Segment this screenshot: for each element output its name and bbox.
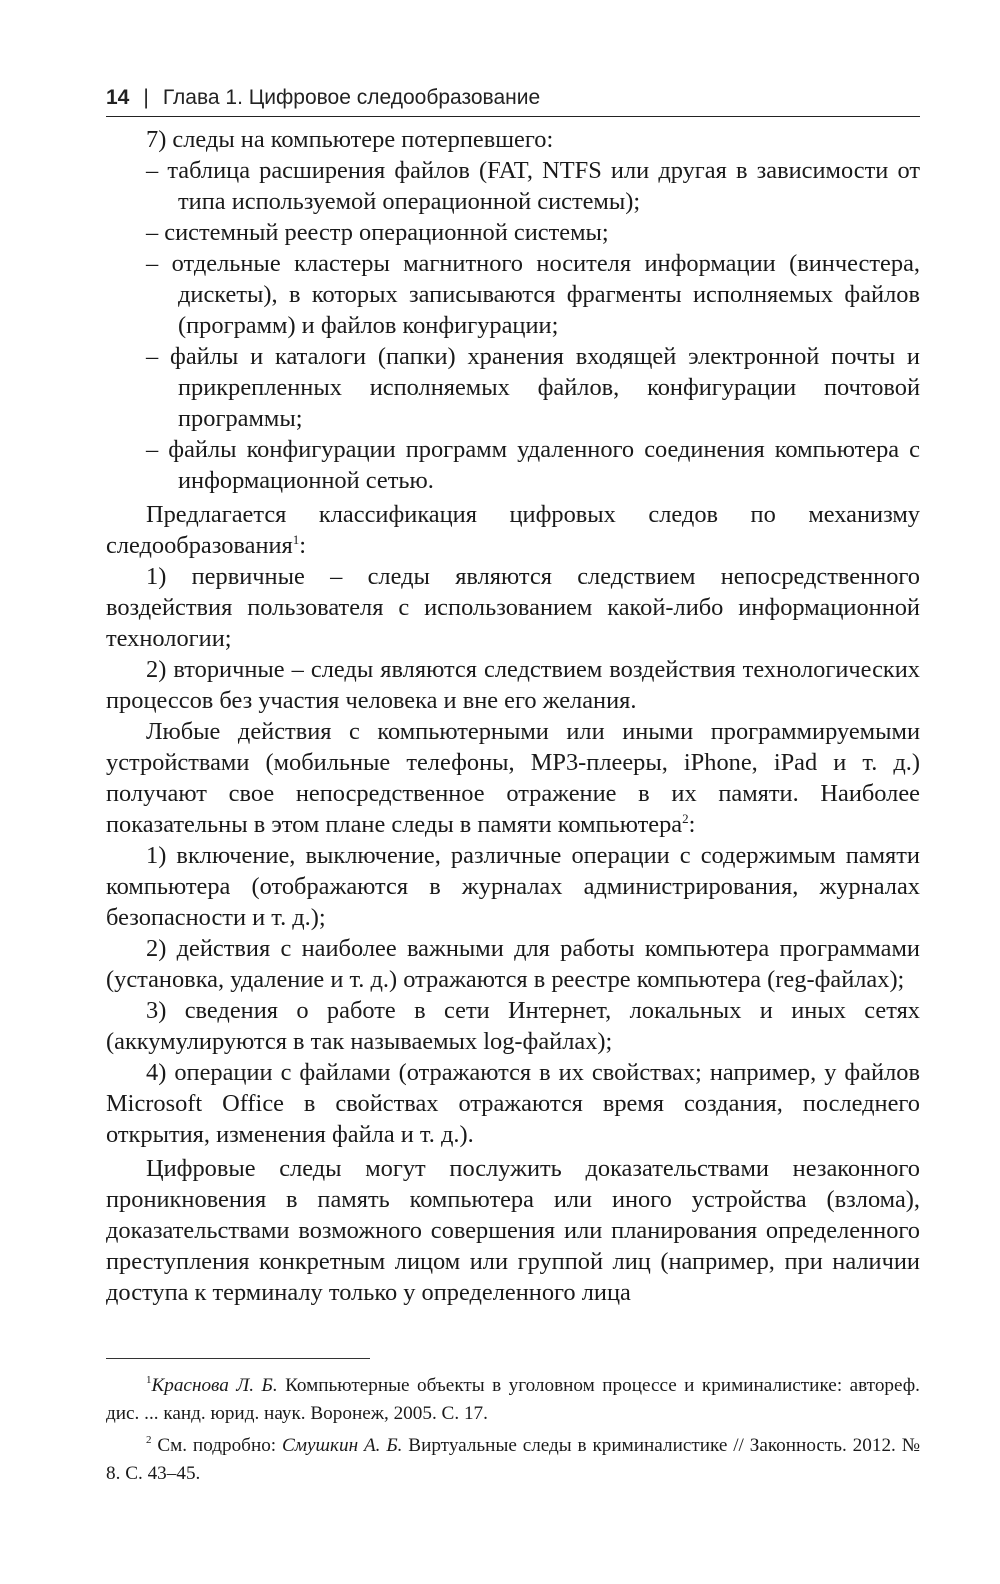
chapter-title: Глава 1. Цифровое следообразование: [162, 86, 541, 109]
paragraph: [106, 716, 920, 840]
dash-item: – файлы и каталоги (папки) хранения входящей электронной почты и прикрепленных исполняемых файлов, конфигурации почтовой программы;: [146, 343, 920, 432]
paragraph: Цифровые следы могут послужить доказательствами незаконного проникновения в память компьютера или иного устройства (взлома), доказательствами возможного совершения или планирования определенного преступления конкретным лицом или группой лиц (например, при наличии доступа к терминалу только у определенного лица: [106, 1155, 920, 1306]
footnotes: [106, 1372, 920, 1492]
main-text: [106, 124, 920, 1308]
footnote-text: Компьютерные объекты в уголовном процессе и криминалистике: автореф. дис. ... канд. юрид. наук. Воронеж, 2005. С. 17.: [106, 1375, 920, 1424]
running-header: [106, 80, 920, 117]
paragraph-text: :: [688, 811, 696, 838]
page-number: 14: [106, 86, 130, 109]
dash-item: – таблица расширения файлов (FAT, NTFS или другая в зависимости от типа используемой операционной системы);: [146, 157, 920, 215]
footnote-ref: 2: [682, 811, 689, 826]
footnote-ref: 1: [292, 532, 300, 547]
footnote: [106, 1372, 920, 1428]
paragraph: 3) сведения о работе в сети Интернет, локальных и иных сетях (аккумулируются в так называемых log-файлах);: [106, 997, 920, 1055]
paragraph-text: :: [299, 532, 307, 559]
paragraph-text: Любые действия с компьютерными или иными программируемыми устройствами (мобильные телефоны, MP3-плееры, iPhone, iPad и т. д.) получают свое непосредственное отражение в их памяти. Наиболее показательны в этом плане следы в памяти компьютера: [106, 718, 920, 838]
paragraph: 1) включение, выключение, различные операции с содержимым памяти компьютера (отображаются в журналах администрирования, журналах безопасности и т. д.);: [106, 842, 920, 931]
dash-item: – файлы конфигурации программ удаленного соединения компьютера с информационной сетью.: [146, 436, 920, 494]
paragraph: 7) следы на компьютере потерпевшего:: [146, 126, 554, 153]
footnote-divider: [106, 1358, 370, 1359]
paragraph: [106, 499, 920, 561]
footnote: [106, 1432, 920, 1488]
dash-item: – отдельные кластеры магнитного носителя информации (винчестера, дискеты), в которых записываются фрагменты исполняемых файлов (программ) и файлов конфигурации;: [146, 250, 920, 339]
dash-item: – системный реестр операционной системы;: [146, 219, 609, 246]
paragraph: 2) вторичные – следы являются следствием воздействия технологических процессов без участия человека и вне его желания.: [106, 656, 920, 714]
footnote-text: Виртуальные следы в криминалистике // Законность. 2012. № 8. С. 43–45.: [106, 1435, 921, 1484]
paragraph-text: Предлагается классификация цифровых следов по механизму следообразования: [106, 501, 920, 559]
footnote-author: Краснова Л. Б.: [151, 1375, 278, 1396]
paragraph: 1) первичные – следы являются следствием непосредственного воздействия пользователя с использованием какой-либо информационной технологии;: [106, 563, 920, 652]
footnote-prefix: См. подробно:: [151, 1435, 282, 1456]
footnote-author: Смушкин А. Б.: [281, 1435, 403, 1456]
paragraph: 4) операции с файлами (отражаются в их свойствах; например, у файлов Microsoft Office в свойствах отражаются время создания, последнего открытия, изменения файла и т. д.).: [106, 1059, 920, 1148]
footnote-mark: 1: [146, 1374, 152, 1386]
footnote-mark: 2: [146, 1434, 152, 1446]
paragraph: 2) действия с наиболее важными для работы компьютера программами (установка, удаление и т. д.) отражаются в реестре компьютера (reg-файлах);: [106, 935, 920, 993]
header-separator: |: [143, 86, 149, 109]
